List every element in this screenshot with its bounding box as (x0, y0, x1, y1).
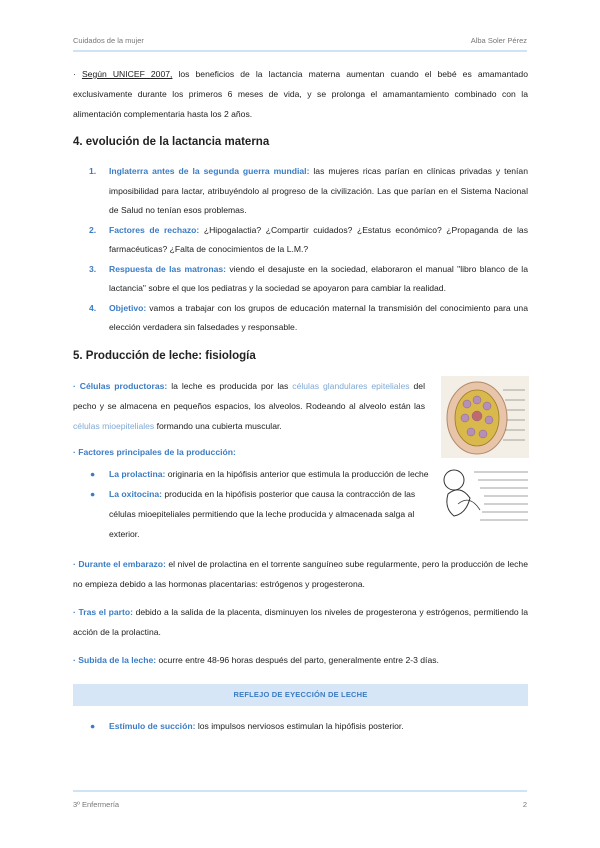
item-lead: Inglaterra antes de la segunda guerra mundial: (109, 166, 310, 176)
header-course: Cuidados de la mujer (73, 36, 144, 45)
factors-heading (73, 442, 425, 462)
milk-ejection-diagram-image (440, 464, 530, 530)
section4-title: 4. evolución de la lactancia materna (73, 136, 270, 148)
item-number: 2. (89, 224, 97, 235)
item-lead: Factores de rechazo: (109, 224, 200, 235)
list-item (73, 716, 528, 736)
bullet-icon: ● (90, 720, 96, 731)
intro-source: Según UNICEF 2007, (81, 69, 173, 79)
cells-text-1: la leche es producida por las (167, 380, 293, 391)
item-text: vamos a trabajar con los grupos de educación maternal la transmisión del conocimiento para una elección verdadera sin falsedades y responsable. (109, 302, 528, 332)
cells-paragraph (73, 376, 425, 436)
factor-lead: La oxitocina: (109, 488, 163, 499)
intro-paragraph (73, 64, 528, 124)
reflejo-text: los impulsos nerviosos estimulan la hipófisis posterior. (195, 720, 404, 731)
list-item (73, 484, 431, 544)
footer-course-year: 3º Enfermería (73, 800, 120, 809)
subida-text: ocurre entre 48-96 horas después del parto, generalmente entre 2-3 días. (156, 654, 439, 665)
item-text: ¿Hipogalactia? ¿Compartir cuidados? ¿Estatus económico? ¿Propaganda de las farmacéuticas? ¿Falta de conocimientos de la L.M.? (109, 224, 529, 254)
link-glandular-cells[interactable]: células glandulares epiteliales (292, 380, 410, 391)
list-item (73, 464, 431, 484)
list-item (73, 260, 528, 299)
cells-text-2: del pecho y se almacena en pequeños espacios, los alveolos. Rodeando al alveolo están las (73, 380, 425, 411)
link-myoepithelial-cells[interactable]: células mioepiteliales (73, 420, 155, 431)
section5-body (73, 376, 528, 544)
bullet-icon: ● (90, 488, 96, 499)
list-item (73, 299, 528, 338)
parto-paragraph (73, 602, 528, 642)
item-number: 3. (89, 263, 97, 274)
parto-lead: · Tras el parto: (73, 606, 133, 617)
factor-text: originaria en la hipófisis anterior que estimula la producción de leche (165, 468, 429, 479)
item-text: las mujeres ricas parían en clínicas privadas y tenían imposibilidad para lactar, atribuyéndolo al progreso de la civilización. Las que parían en el Sistema Nacional de Salud no tenían esos problemas. (109, 166, 528, 215)
factor-lead: La prolactina: (109, 468, 166, 479)
subida-lead: · Subida de la leche: (73, 654, 157, 665)
reflejo-lead: Estímulo de succión: (109, 720, 196, 731)
subida-paragraph (73, 650, 528, 670)
item-lead: Objetivo: (109, 302, 147, 313)
item-number: 1. (89, 166, 97, 176)
intro-text: los beneficios de la lactancia materna aumentan cuando el bebé es amamantado exclusivamente durante los primeros 6 meses de vida, y se prolonga el amamantamiento combinado con la alimentación complementaria hasta los 2 años. (73, 69, 528, 119)
cells-lead: · Células productoras: (73, 380, 168, 391)
section4-list (73, 162, 528, 338)
factors-title: · Factores principales de la producción: (73, 446, 236, 457)
page-number: 2 (522, 800, 527, 809)
cells-text-3: formando una cubierta muscular. (154, 420, 282, 431)
embarazo-text: el nivel de prolactina en el torrente sanguíneo sube regularmente, pero la producción de leche no empieza debido a las hormonas placentarias: estrógenos y progesterona. (73, 558, 528, 589)
parto-text: debido a la salida de la placenta, disminuyen los niveles de progesterona y estrógenos, permitiendo la acción de la prolactina. (73, 606, 528, 637)
reflejo-banner: REFLEJO DE EYECCIÓN DE LECHE (73, 684, 528, 706)
page-content (73, 64, 528, 736)
header-author: Alba Soler Pérez (470, 36, 527, 45)
item-number: 4. (89, 302, 97, 313)
embarazo-paragraph (73, 554, 528, 594)
list-item (73, 221, 528, 260)
list-item (73, 162, 528, 221)
header-rule (73, 50, 527, 52)
factors-list (73, 464, 431, 544)
section5-title: 5. Producción de leche: fisiología (73, 349, 256, 362)
factor-text: producida en la hipófisis posterior que causa la contracción de las células mioepiteliales permitiendo que la leche producida y almacenada salga al exterior. (109, 488, 416, 539)
intro-bullet: · (73, 69, 76, 79)
breast-anatomy-image (441, 376, 529, 458)
embarazo-lead: · Durante el embarazo: (73, 558, 166, 569)
page-header (73, 36, 527, 50)
bullet-icon: ● (90, 468, 96, 479)
item-lead: Respuesta de las matronas: (109, 263, 226, 274)
item-text: viendo el desajuste en la sociedad, elaboraron el manual "libro blanco de la lactancia" sobre el que los pediatras y la sociedad se apoyaron para cambiar la realidad. (109, 263, 529, 293)
footer-rule (73, 790, 527, 792)
